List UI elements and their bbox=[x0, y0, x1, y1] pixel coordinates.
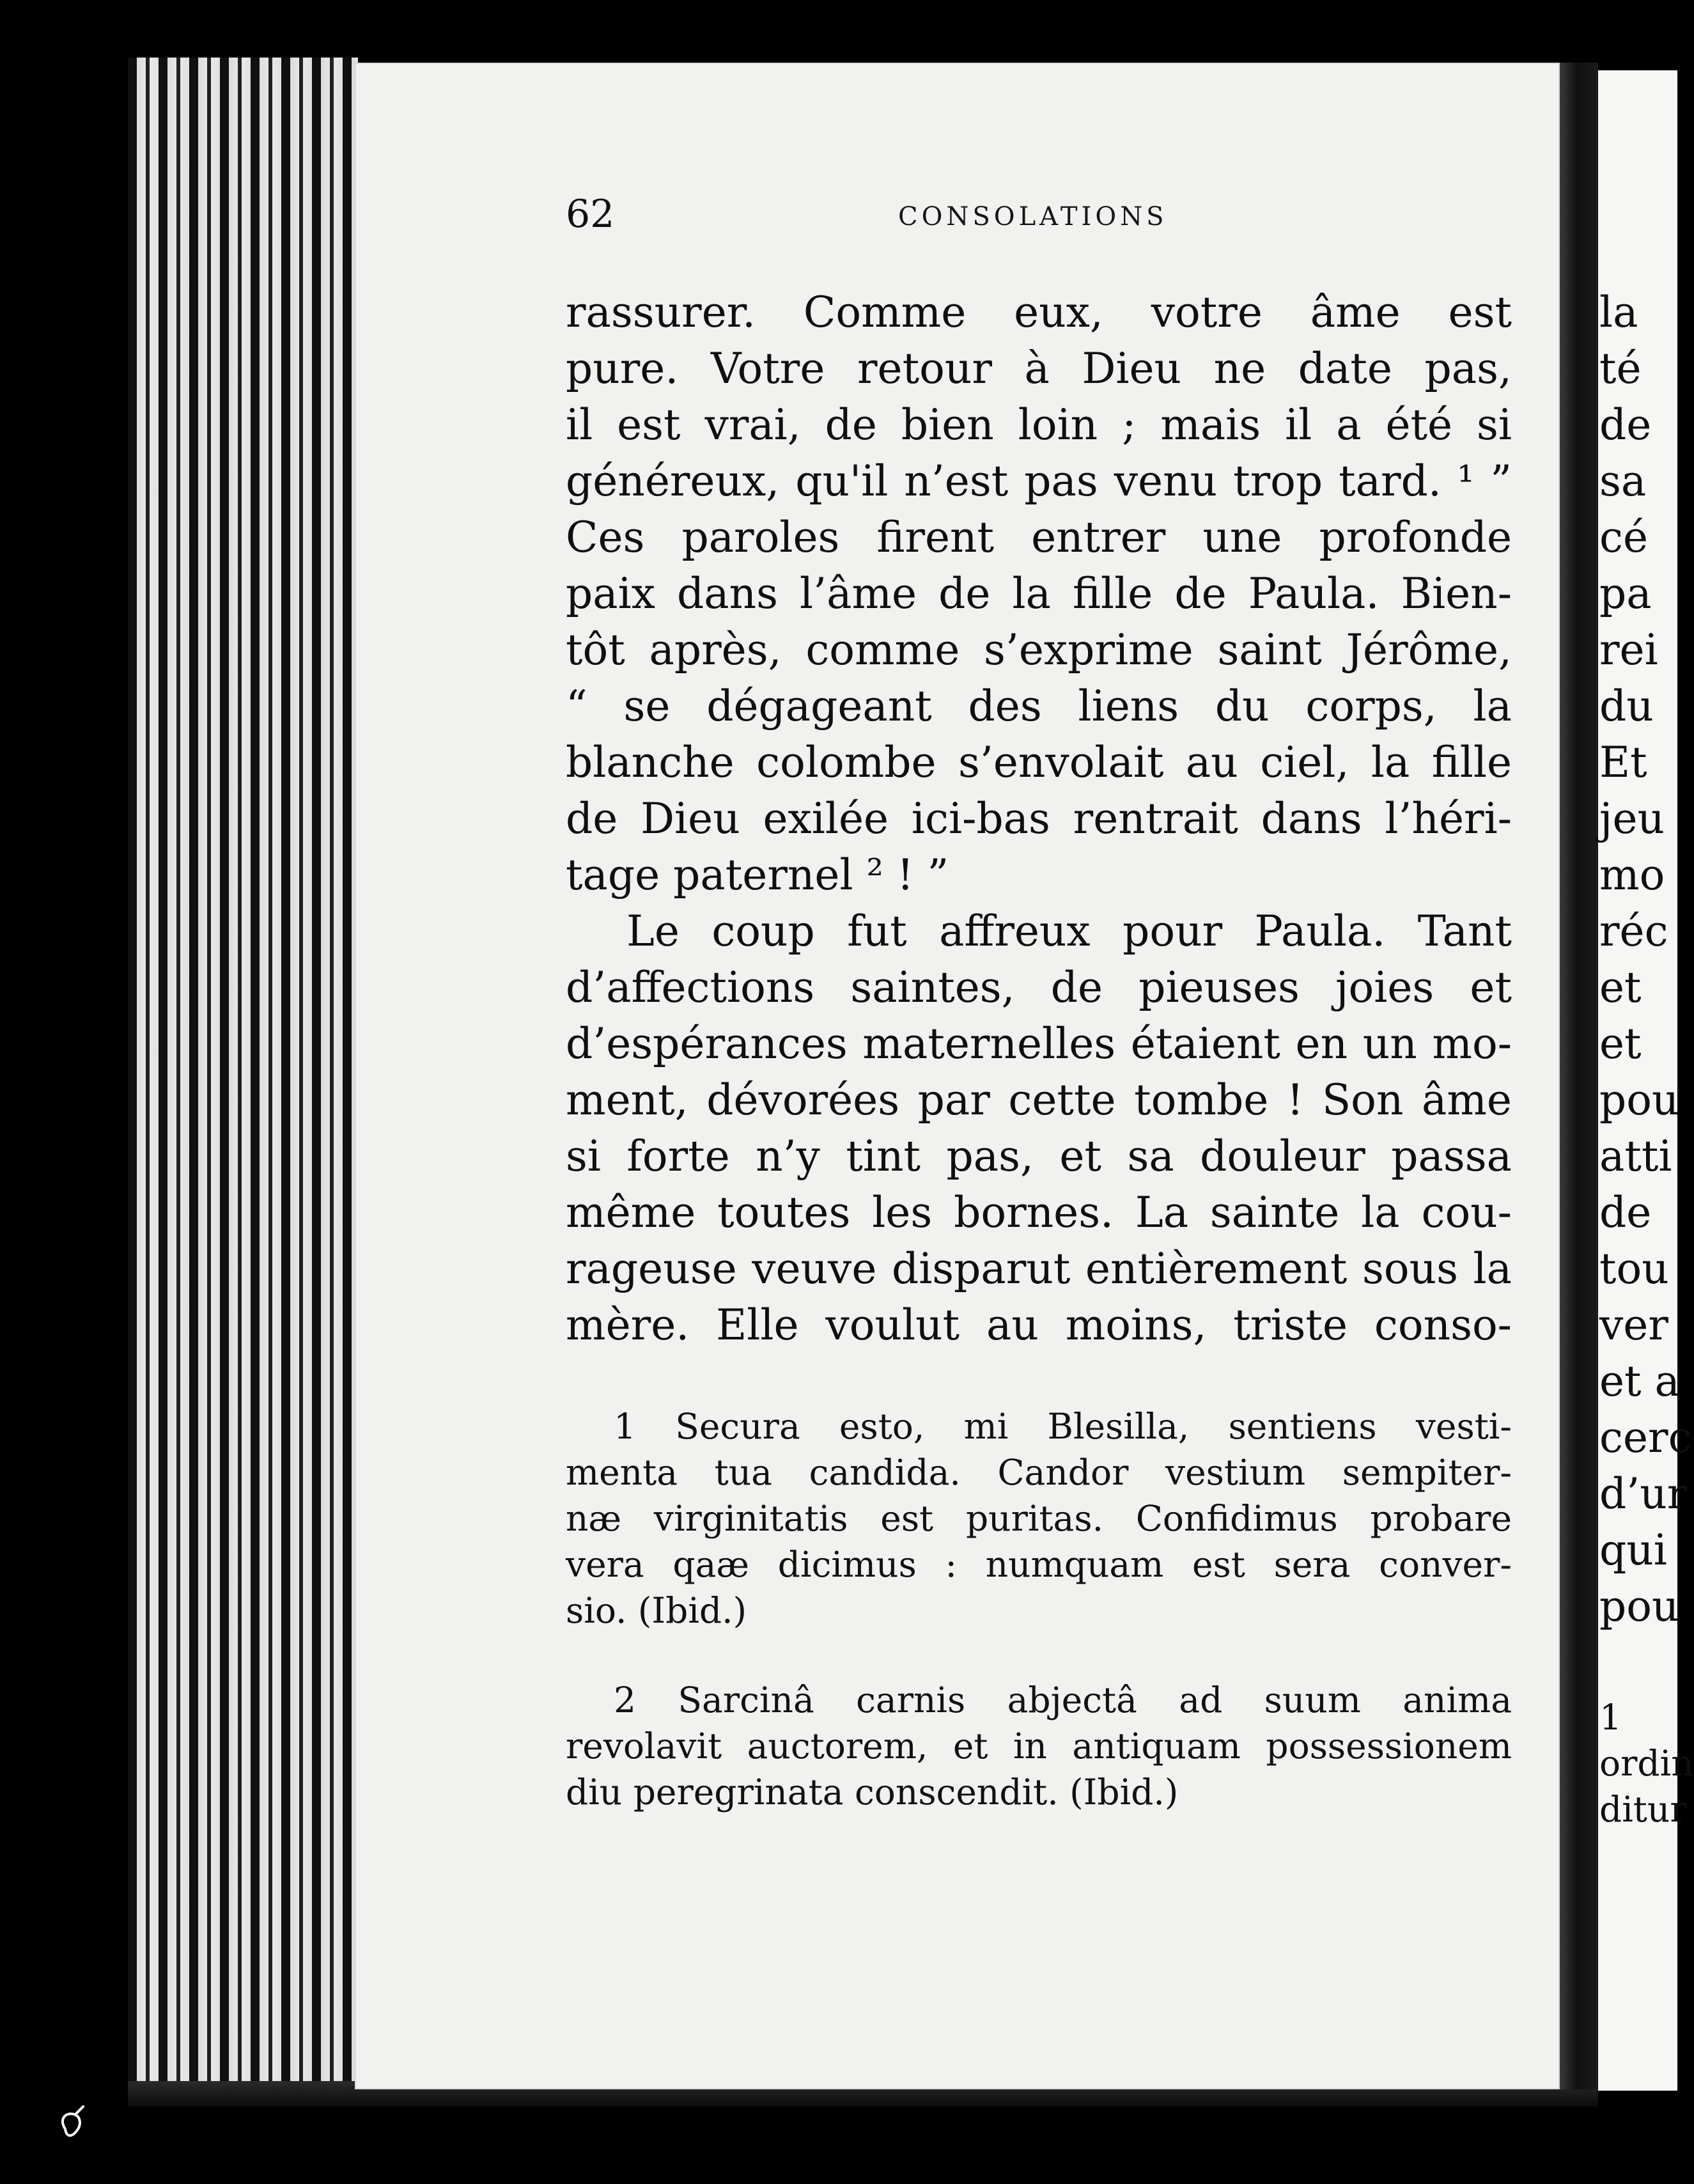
body-line: “ se dégageant des liens du corps, la bbox=[566, 682, 1512, 731]
body-line: tage paternel ² ! ” bbox=[566, 850, 949, 900]
footnote-line: sio. (Ibid.) bbox=[566, 1590, 747, 1631]
next-page-footnote-fragment: 1 bbox=[1599, 1697, 1622, 1738]
next-page-sliver bbox=[1598, 70, 1694, 2091]
next-page-fragment: de bbox=[1599, 400, 1652, 449]
body-line: il est vrai, de bien loin ; mais il a été si bbox=[566, 400, 1512, 449]
next-page-fragment: cé bbox=[1599, 513, 1649, 562]
body-line: si forte n’y tint pas, et sa douleur passa bbox=[566, 1132, 1512, 1181]
body-line: Le coup fut affreux pour Paula. Tant bbox=[626, 907, 1512, 956]
next-page-fragment: de bbox=[1599, 1188, 1652, 1237]
footnotes bbox=[566, 1403, 1512, 1859]
next-page-footnote-fragment: ditur bbox=[1599, 1789, 1687, 1830]
footnote-1 bbox=[566, 1403, 1512, 1634]
next-page-fragment: tou bbox=[1599, 1244, 1669, 1293]
next-page-footnote-fragment: ordin bbox=[1599, 1743, 1694, 1784]
body-line: ment, dévorées par cette tombe ! Son âme bbox=[566, 1075, 1512, 1125]
next-page-fragment: réc bbox=[1599, 907, 1668, 956]
footnote-2 bbox=[566, 1677, 1512, 1815]
footnote-line: 1 Secura esto, mi Blesilla, sentiens vesti- bbox=[614, 1406, 1512, 1447]
main-text bbox=[566, 285, 1512, 1353]
next-page-fragment: jeu bbox=[1599, 794, 1665, 843]
next-page-fragment: la bbox=[1599, 288, 1638, 337]
page-header bbox=[566, 189, 1512, 246]
next-page-fragment: d’ur bbox=[1599, 1469, 1688, 1518]
body-line: rassurer. Comme eux, votre âme est bbox=[566, 288, 1512, 337]
next-page-fragment: rei bbox=[1599, 625, 1658, 675]
page-number: 62 bbox=[566, 192, 615, 237]
body-line: blanche colombe s’envolait au ciel, la fille bbox=[566, 738, 1512, 787]
body-line: tôt après, comme s’exprime saint Jérôme, bbox=[566, 625, 1512, 675]
next-page-fragment: ver bbox=[1599, 1300, 1668, 1350]
body-line: d’espérances maternelles étaient en un mo- bbox=[566, 1019, 1512, 1068]
next-page-fragment: cerc bbox=[1599, 1413, 1692, 1462]
next-page-fragment: et bbox=[1599, 1019, 1642, 1068]
book-page-edges bbox=[128, 58, 358, 2097]
next-page-fragment: pou bbox=[1599, 1582, 1679, 1631]
next-page-fragment: sa bbox=[1599, 456, 1647, 506]
next-page-fragment: pou bbox=[1599, 1075, 1679, 1125]
footnote-line: revolavit auctorem, et in antiquam possessionem bbox=[566, 1726, 1512, 1767]
footnote-line: næ virginitatis est puritas. Confidimus probare bbox=[566, 1498, 1512, 1539]
next-page-fragment: atti bbox=[1599, 1132, 1672, 1181]
footnote-line: menta tua candida. Candor vestium sempiter- bbox=[566, 1452, 1512, 1493]
next-page-fragment: qui bbox=[1599, 1525, 1667, 1575]
body-line: même toutes les bornes. La sainte la cou- bbox=[566, 1188, 1512, 1237]
body-line: d’affections saintes, de pieuses joies et bbox=[566, 963, 1512, 1012]
body-line: Ces paroles firent entrer une profonde bbox=[566, 513, 1512, 562]
scan-marker-icon bbox=[52, 2100, 104, 2151]
next-page-fragment: et a bbox=[1599, 1357, 1680, 1406]
running-title: CONSOLATIONS bbox=[898, 202, 1168, 231]
next-page-fragment: du bbox=[1599, 682, 1654, 731]
footnote-line: diu peregrinata conscendit. (Ibid.) bbox=[566, 1772, 1179, 1813]
body-line: pure. Votre retour à Dieu ne date pas, bbox=[566, 344, 1512, 393]
body-line: généreux, qu'il n’est pas venu trop tard. ¹ ” bbox=[566, 456, 1512, 506]
footnote-line: 2 Sarcinâ carnis abjectâ ad suum anima bbox=[614, 1680, 1512, 1720]
body-line: de Dieu exilée ici-bas rentrait dans l’héri- bbox=[566, 794, 1512, 843]
next-page-fragment: té bbox=[1599, 344, 1642, 393]
footnote-line: vera qaæ dicimus : numquam est sera conver- bbox=[566, 1544, 1512, 1585]
body-line: rageuse veuve disparut entièrement sous la bbox=[566, 1244, 1512, 1293]
next-page-fragment: pa bbox=[1599, 569, 1652, 618]
next-page-fragment: mo bbox=[1599, 850, 1665, 900]
body-line: paix dans l’âme de la fille de Paula. Bien- bbox=[566, 569, 1512, 618]
next-page-fragment: Et bbox=[1599, 738, 1647, 787]
book-gutter bbox=[1560, 63, 1598, 2089]
next-page-fragment: et bbox=[1599, 963, 1642, 1012]
body-line: mère. Elle voulut au moins, triste conso- bbox=[566, 1300, 1512, 1350]
